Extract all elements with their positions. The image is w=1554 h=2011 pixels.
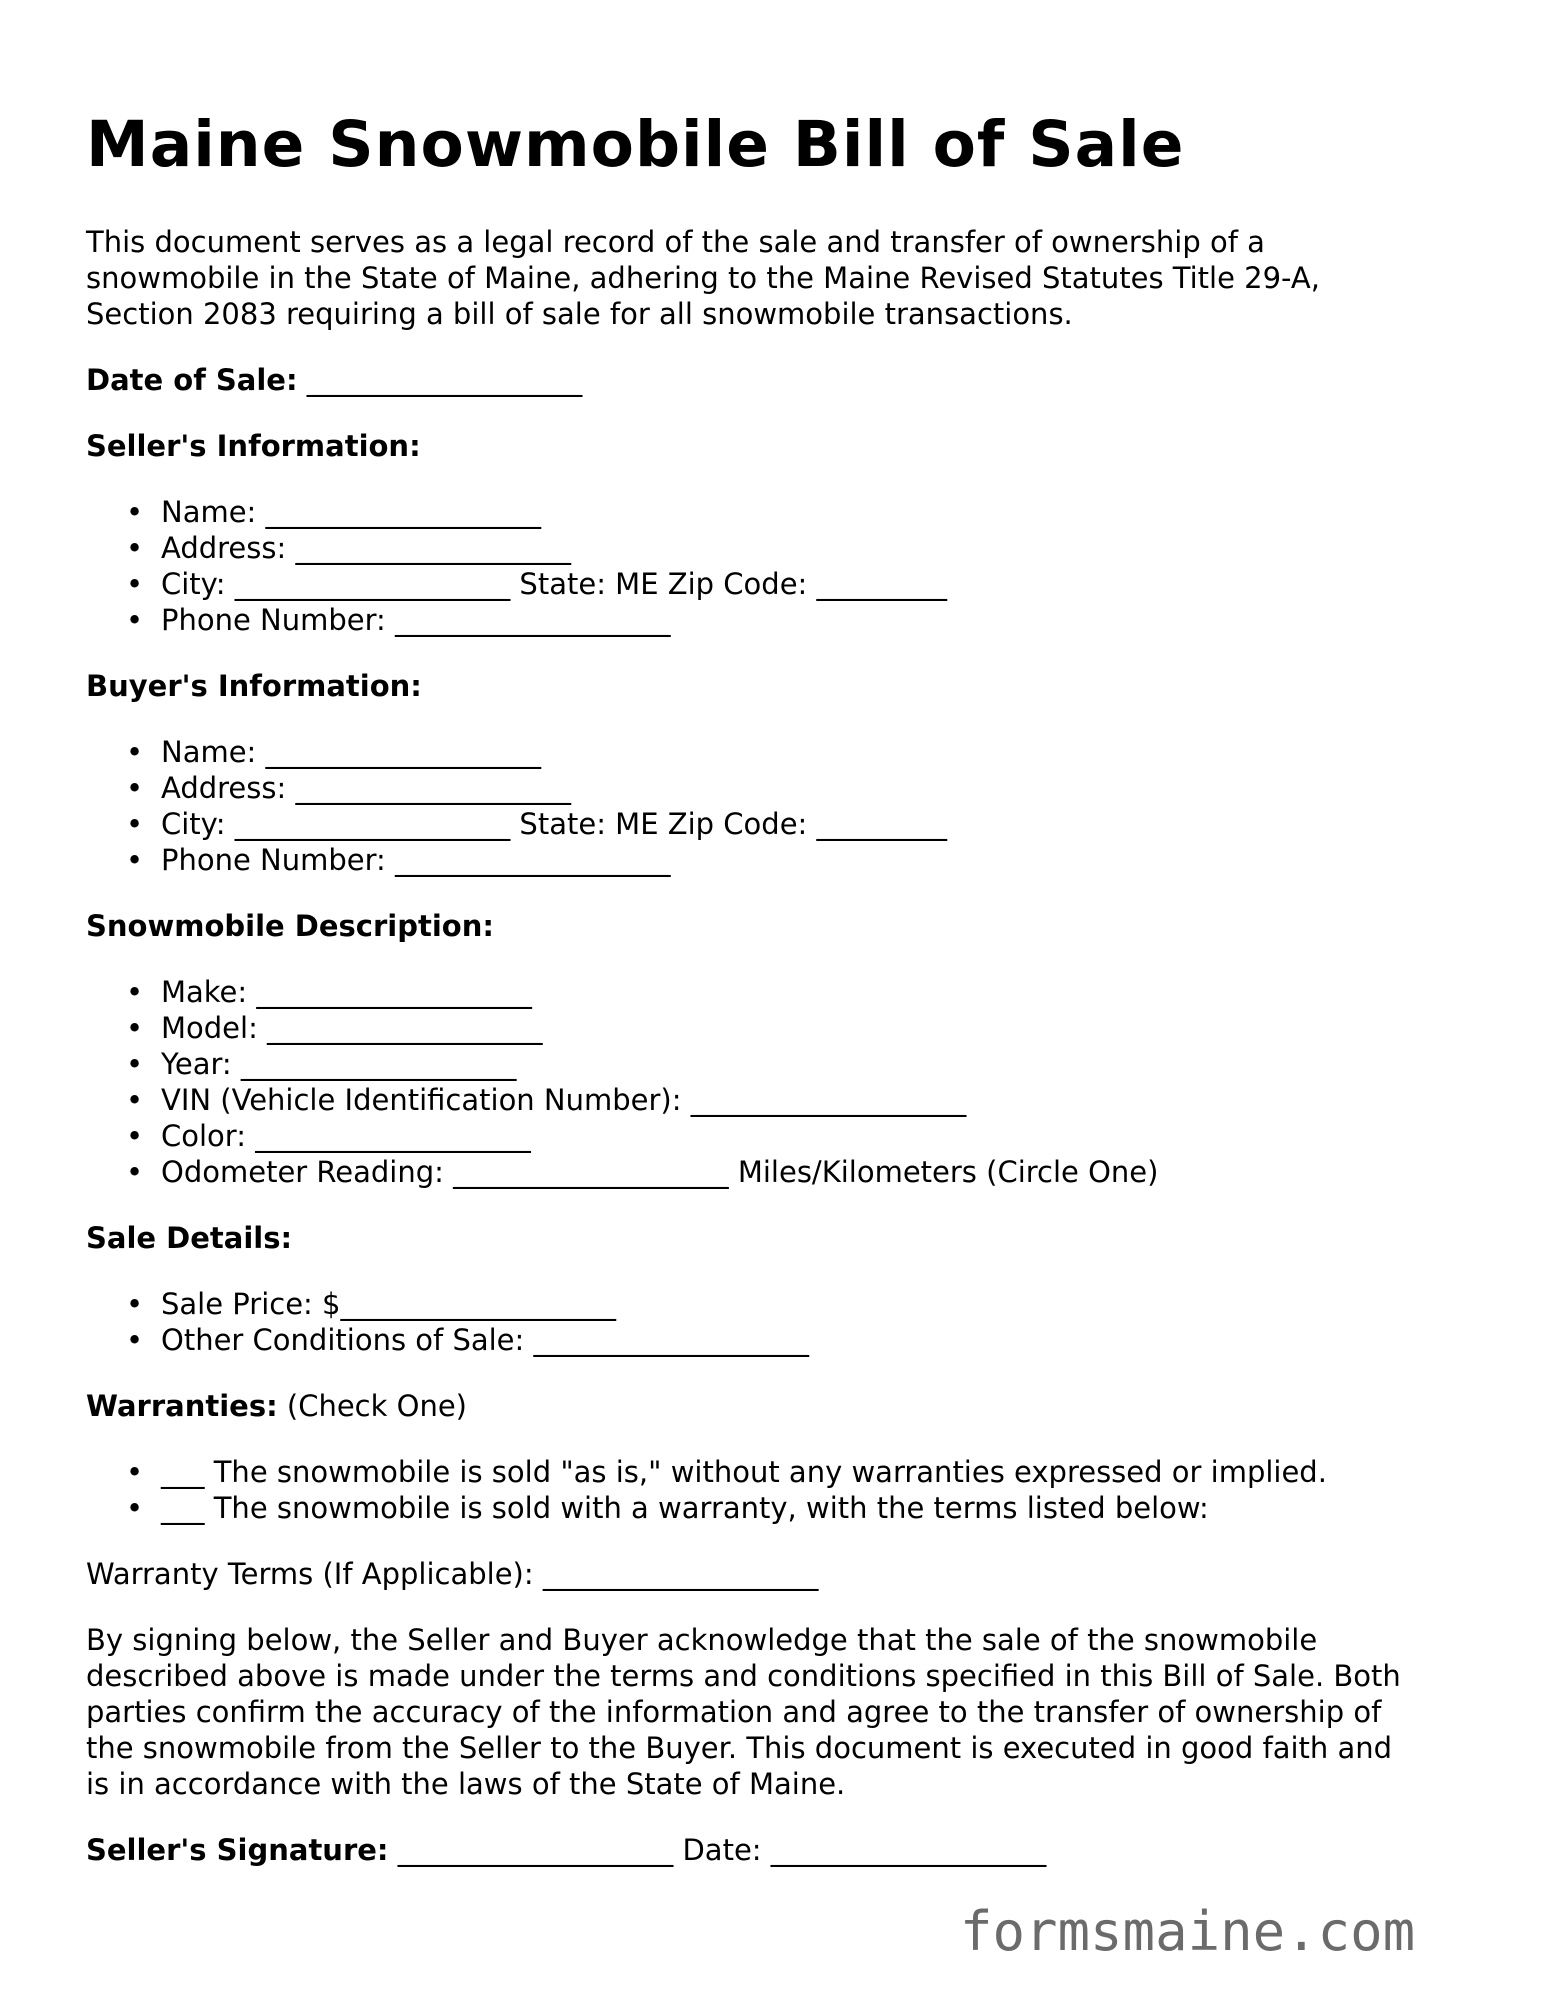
acknowledgement-line: By signing below, the Seller and Buyer acknowledge that the sale of the snowmobile <box>86 1623 1318 1657</box>
warranty-as-is-option[interactable]: • ___ The snowmobile is sold "as is," without any warranties expressed or implied. <box>86 1454 1327 1490</box>
buyer-heading: Buyer's Information: <box>86 669 422 703</box>
other-conditions-field[interactable]: • Other Conditions of Sale: ___________________ <box>86 1322 809 1358</box>
seller-signature-blank[interactable]: ___________________ <box>397 1833 674 1867</box>
model-field[interactable]: • Model: ___________________ <box>86 1010 543 1046</box>
seller-signature-row <box>86 1832 1046 1868</box>
color-field[interactable]: • Color: ___________________ <box>86 1118 531 1154</box>
buyer-address-field[interactable]: • Address: ___________________ <box>86 770 571 806</box>
date-of-sale-label: Date of Sale: <box>86 363 298 397</box>
seller-signature-label: Seller's Signature: <box>86 1833 389 1867</box>
warranty-with-terms-option[interactable]: • ___ The snowmobile is sold with a warranty, with the terms listed below: <box>86 1490 1209 1526</box>
watermark-logo: formsmaine.com <box>960 1900 1416 1963</box>
intro-line: snowmobile in the State of Maine, adhering to the Maine Revised Statutes Title 29-A, <box>86 261 1320 295</box>
acknowledgement-line: is in accordance with the laws of the State of Maine. <box>86 1767 846 1801</box>
document-title: Maine Snowmobile Bill of Sale <box>86 108 1185 181</box>
intro-line: This document serves as a legal record of the sale and transfer of ownership of a <box>86 225 1265 259</box>
warranties-heading-row <box>86 1388 467 1424</box>
snowmobile-heading: Snowmobile Description: <box>86 909 494 943</box>
odometer-field[interactable]: • Odometer Reading: ___________________ Miles/Kilometers (Circle One) <box>86 1154 1158 1190</box>
seller-city-state-zip-field[interactable]: • City: ___________________ State: ME Zip Code: _________ <box>86 566 947 602</box>
acknowledgement-line: described above is made under the terms and conditions specified in this Bill of Sale. Both <box>86 1659 1401 1693</box>
signature-date-label: Date: <box>682 1833 762 1867</box>
buyer-name-field[interactable]: • Name: ___________________ <box>86 734 541 770</box>
intro-line: Section 2083 requiring a bill of sale for all snowmobile transactions. <box>86 297 1073 331</box>
seller-heading: Seller's Information: <box>86 429 421 463</box>
buyer-phone-field[interactable]: • Phone Number: ___________________ <box>86 842 671 878</box>
make-field[interactable]: • Make: ___________________ <box>86 974 532 1010</box>
vin-field[interactable]: • VIN (Vehicle Identification Number): ___________________ <box>86 1082 966 1118</box>
signature-date-blank[interactable]: ___________________ <box>770 1833 1047 1867</box>
date-of-sale-blank[interactable]: ___________________ <box>306 363 583 397</box>
year-field[interactable]: • Year: ___________________ <box>86 1046 516 1082</box>
warranties-heading: Warranties: <box>86 1389 278 1423</box>
seller-name-field[interactable]: • Name: ___________________ <box>86 494 541 530</box>
sale-price-field[interactable]: • Sale Price: $___________________ <box>86 1286 616 1322</box>
warranty-terms-field[interactable]: Warranty Terms (If Applicable): ___________________ <box>86 1557 819 1591</box>
acknowledgement-line: the snowmobile from the Seller to the Buyer. This document is executed in good faith and <box>86 1731 1393 1765</box>
buyer-city-state-zip-field[interactable]: • City: ___________________ State: ME Zip Code: _________ <box>86 806 947 842</box>
date-of-sale-field <box>86 362 582 398</box>
warranties-note: (Check One) <box>286 1389 467 1423</box>
seller-address-field[interactable]: • Address: ___________________ <box>86 530 571 566</box>
acknowledgement-line: parties confirm the accuracy of the information and agree to the transfer of ownership of <box>86 1695 1382 1729</box>
sale-details-heading: Sale Details: <box>86 1221 293 1255</box>
seller-phone-field[interactable]: • Phone Number: ___________________ <box>86 602 671 638</box>
